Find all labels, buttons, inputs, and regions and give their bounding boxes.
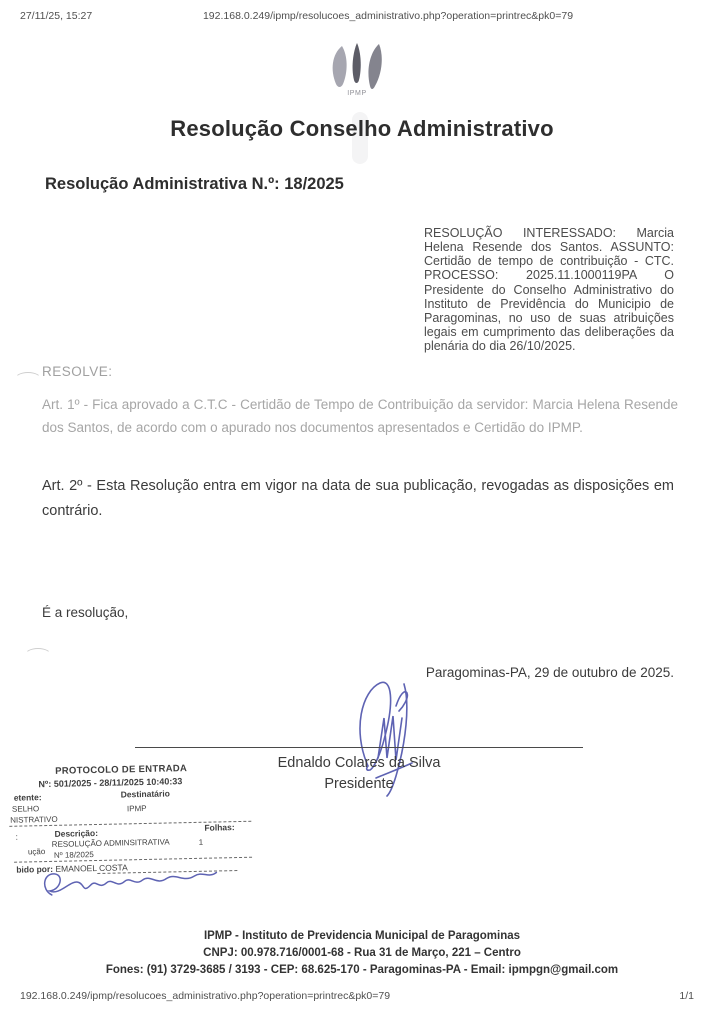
institution-cnpj-address: CNPJ: 00.978.716/0001-68 - Rua 31 de Março, 221 – Centro (203, 947, 521, 959)
stamp-recipient-label: Destinatário (120, 788, 170, 800)
signer-role: Presidente (324, 776, 394, 793)
stamp-received-value: EMANOEL COSTA (55, 862, 128, 874)
resolve-label: RESOLVE: (42, 364, 113, 379)
stamp-sheets-label: Folhas: (204, 822, 235, 833)
institution-footer (0, 928, 724, 979)
stamp-fragment: : (15, 831, 19, 842)
stamp-received-label: bido por: (16, 863, 54, 875)
stamp-sender-label: etente: (13, 792, 42, 803)
closing-phrase: É a resolução, (42, 605, 129, 620)
stamp-number-line: Nº: 501/2025 - 28/11/2025 10:40:33 (38, 776, 183, 790)
article-2: Art. 2º - Esta Resolução entra em vigor na data de sua publicação, revogadas as disposições em contrário. (42, 478, 674, 519)
stamp-sender-value: SELHO (11, 804, 40, 814)
stamp-description-label: Descrição: (54, 827, 99, 839)
signer-name: Ednaldo Colares da Silva (277, 755, 441, 771)
print-page-number: 1/1 (679, 990, 694, 1002)
print-datetime: 27/11/25, 15:27 (20, 10, 93, 22)
receiver-signature (37, 861, 238, 909)
ipmp-logo-caption: IPMP (347, 90, 367, 97)
stamp-sheets-value: 1 (198, 837, 204, 847)
print-header-url: 192.168.0.249/ipmp/resolucoes_administrativo.php?operation=printrec&pk0=79 (202, 10, 574, 22)
stamp-description-value: Nº 18/2025 (53, 850, 94, 860)
place-and-date: Paragominas-PA, 29 de outubro de 2025. (425, 665, 674, 680)
institution-contacts: Fones: (91) 3729-3685 / 3193 - CEP: 68.625-170 - Paragominas-PA - Email: ipmpgn@gmail.com (105, 964, 619, 976)
resolution-preamble: RESOLUÇÃO INTERESSADO: Marcia Helena Resende dos Santos. ASSUNTO: Certidão de tempo de contribuição - CTC. PROCESSO: 2025.11.1000119PA O Presidente do Conselho Administrativo do Instituto de Previdência do Municipio de Paragominas, no uso de suas atribuições legais em cumprimento das deliberações da plenária do dia 26/10/2025. (424, 226, 674, 353)
stamp-recipient-value: IPMP (126, 803, 147, 814)
article-1: Art. 1º - Fica aprovado a C.T.C - Certidão de Tempo de Contribuição da servidor: Marcia Helena Resende dos Santos, de acordo com o apurado nos documentos apresentados e Certidão do IPMP. (42, 397, 678, 436)
scan-artifact-arc (14, 372, 42, 388)
print-footer-url: 192.168.0.249/ipmp/resolucoes_administrativo.php?operation=printrec&pk0=79 (20, 990, 391, 1002)
stamp-fragment: ução (27, 847, 46, 857)
page-title: Resolução Conselho Administrativo (170, 116, 554, 141)
stamp-sender-value: NISTRATIVO (10, 814, 58, 825)
institution-name: IPMP - Instituto de Previdencia Municipal de Paragominas (203, 930, 521, 942)
scan-artifact-arc (24, 648, 52, 664)
protocol-stamp (0, 757, 265, 912)
stamp-description-value: RESOLUÇÃO ADMINSITRATIVA (51, 837, 170, 849)
stamp-title: PROTOCOLO DE ENTRADA (55, 763, 188, 777)
resolution-number-heading: Resolução Administrativa N.º: 18/2025 (45, 175, 344, 193)
signature-line (135, 747, 583, 748)
